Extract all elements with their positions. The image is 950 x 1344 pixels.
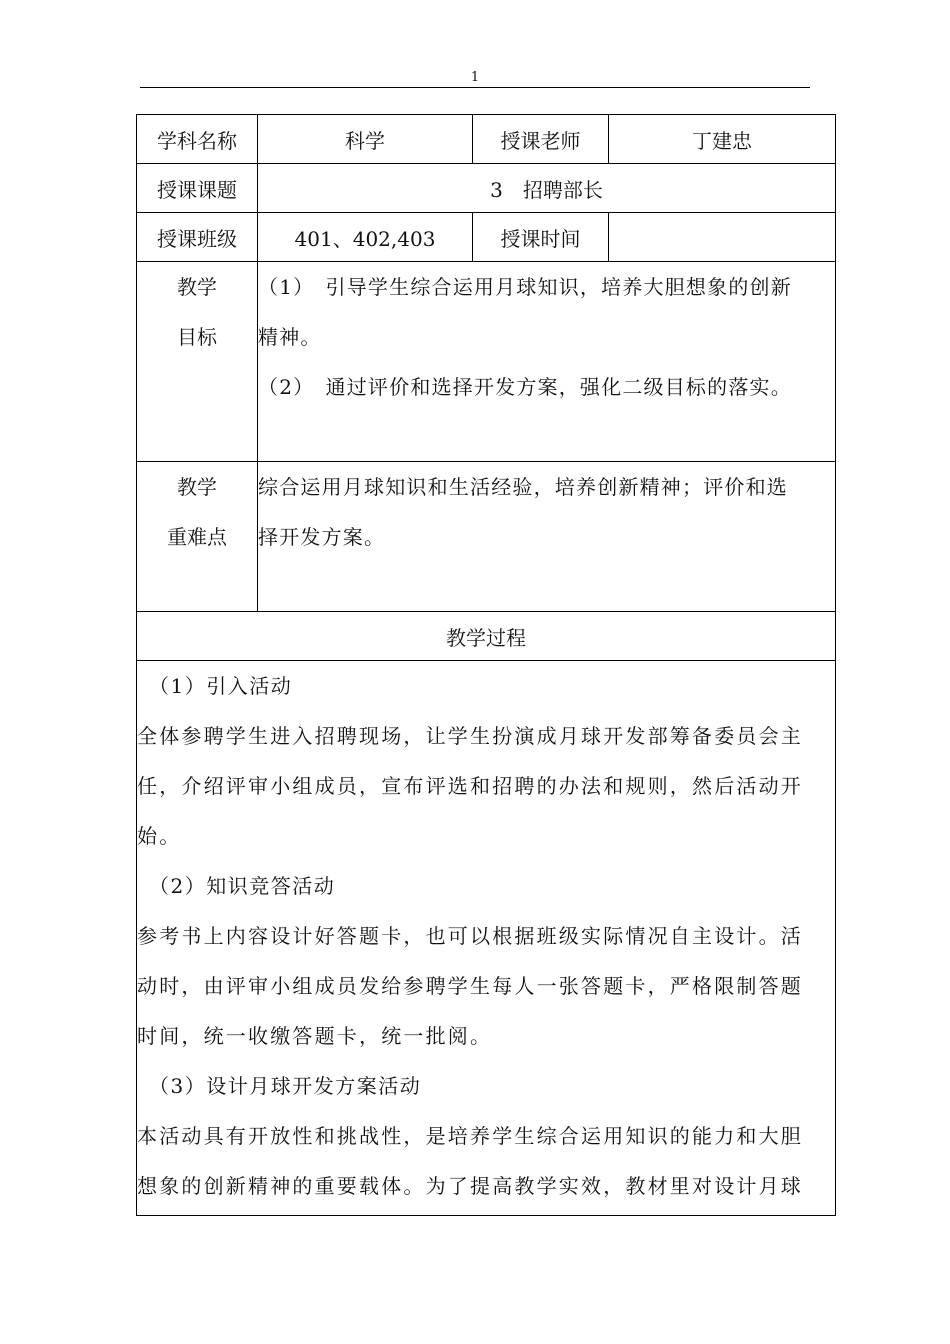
section1-line2: 任，介绍评审小组成员，宣布评选和招聘的办法和规则，然后活动开	[137, 774, 803, 798]
process-title-row	[137, 612, 836, 661]
section2-heading: （2）知识竞答活动	[149, 874, 336, 898]
objectives-label	[137, 262, 258, 462]
objectives-label-line2: 目标	[177, 325, 217, 349]
section2-line1: 参考书上内容设计好答题卡，也可以根据班级实际情况自主设计。活	[137, 924, 803, 948]
teacher-label: 授课老师	[473, 115, 609, 164]
header-rule	[140, 87, 810, 88]
section3-heading: （3）设计月球开发方案活动	[149, 1074, 422, 1098]
section3-line2: 想象的创新精神的重要载体。为了提高教学实效，教材里对设计月球	[137, 1174, 803, 1198]
time-value	[609, 213, 836, 262]
process-content-row	[137, 661, 836, 1216]
topic-value: 3 招聘部长	[258, 164, 836, 213]
subject-label: 学科名称	[137, 115, 258, 164]
topic-label: 授课课题	[137, 164, 258, 213]
page-number: 1	[470, 70, 480, 85]
section1-heading: （1）引入活动	[149, 674, 293, 698]
class-label: 授课班级	[137, 213, 258, 262]
key-points-label	[137, 462, 258, 612]
lesson-plan-table	[136, 114, 836, 1216]
class-value: 401、402,403	[258, 213, 473, 262]
subject-row	[137, 115, 836, 164]
key-points-label-line1: 教学	[177, 475, 217, 499]
key-points-line1: 综合运用月球知识和生活经验，培养创新精神；评价和选	[258, 475, 788, 499]
objective-1-line1: （1） 引导学生综合运用月球知识，培养大胆想象的创新	[258, 275, 792, 299]
topic-row	[137, 164, 836, 213]
key-points-label-line2: 重难点	[167, 525, 227, 549]
objective-2: （2） 通过评价和选择开发方案，强化二级目标的落实。	[258, 375, 792, 399]
objective-1-line2: 精神。	[258, 325, 322, 349]
objectives-row	[137, 262, 836, 462]
subject-value: 科学	[258, 115, 473, 164]
teacher-value: 丁建忠	[609, 115, 836, 164]
section2-line2: 动时，由评审小组成员发给参聘学生每人一张答题卡，严格限制答题	[137, 974, 803, 998]
key-points-line2: 择开发方案。	[258, 525, 386, 549]
objectives-content	[258, 262, 836, 462]
key-points-row	[137, 462, 836, 612]
section1-line1: 全体参聘学生进入招聘现场，让学生扮演成月球开发部筹备委员会主	[137, 724, 803, 748]
key-points-content	[258, 462, 836, 612]
process-content	[137, 661, 836, 1216]
section1-line3: 始。	[137, 824, 182, 848]
objectives-label-line1: 教学	[177, 275, 217, 299]
section3-line1: 本活动具有开放性和挑战性，是培养学生综合运用知识的能力和大胆	[137, 1124, 803, 1148]
class-row	[137, 213, 836, 262]
process-title: 教学过程	[137, 612, 836, 661]
time-label: 授课时间	[473, 213, 609, 262]
section2-line3: 时间，统一收缴答题卡，统一批阅。	[137, 1024, 493, 1048]
